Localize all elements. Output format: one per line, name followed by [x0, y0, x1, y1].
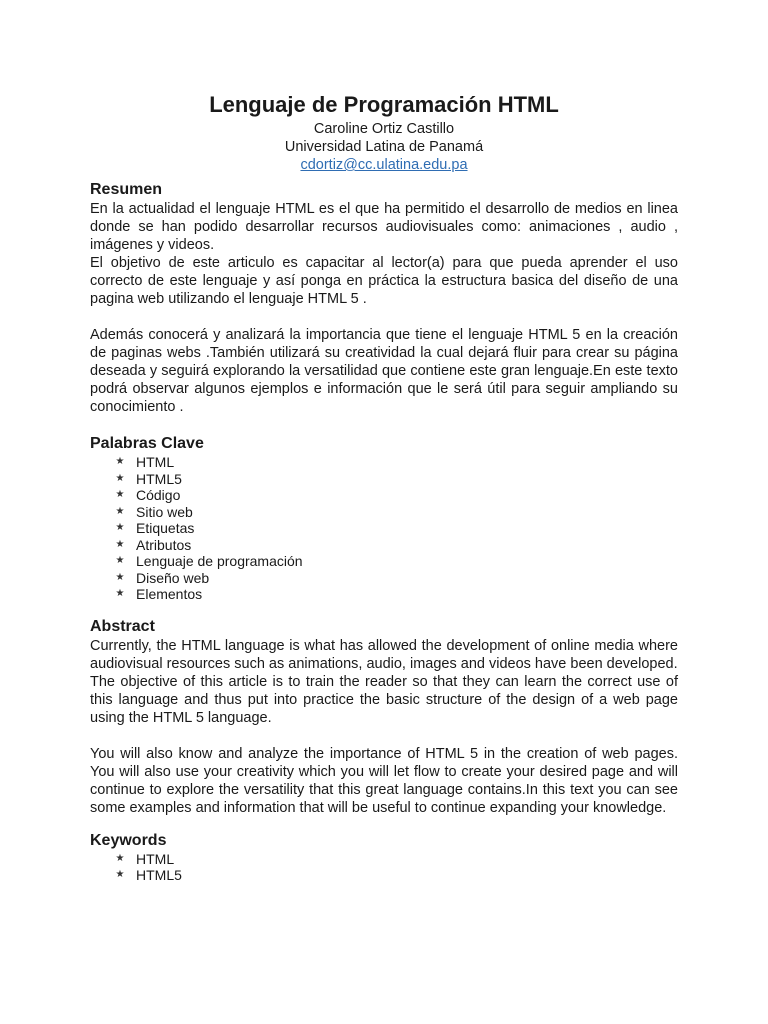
star-bullet-icon: ★: [115, 852, 125, 864]
list-item: ★ Diseño web: [115, 569, 210, 586]
author-email-link[interactable]: cdortiz@cc.ulatina.edu.pa: [300, 157, 468, 173]
resumen-paragraph-3: Además conocerá y analizará la importancia que tiene el lenguaje HTML 5 en la creación de paginas webs .También utilizará su creatividad la cual dejará fluir para crear su página deseada y seguirá explorando la versatilidad que contiene este gran lenguaje.En este texto podrá observar algunos ejemplos e información que le será útil para seguir ampliando su conocimiento .: [90, 327, 678, 415]
list-item: ★ Elementos: [115, 586, 203, 602]
list-item: ★ Etiquetas: [115, 520, 195, 536]
keywords-list: [90, 851, 678, 884]
author-name: Caroline Ortiz Castillo: [313, 121, 455, 137]
star-bullet-icon: ★: [115, 555, 125, 566]
document-page: [90, 90, 678, 884]
list-item: ★ Lenguaje de programación: [115, 553, 303, 569]
list-item: ★ HTML: [115, 850, 175, 867]
star-bullet-icon: ★: [115, 472, 125, 484]
list-item: ★ HTML5: [115, 470, 182, 487]
abstract-paragraph-3: You will also know and analyze the importance of HTML 5 in the creation of web pages. You will also use your creativity which you will let flow to create your desired page and will continue to explore the versatility that this great language contains.In this text you can see some examples and information that will be useful to continue expanding your knowledge.: [90, 745, 678, 816]
institution-name: Universidad Latina de Panamá: [284, 139, 484, 155]
list-item: ★ Atributos: [115, 536, 192, 553]
list-item: ★ HTML: [115, 454, 175, 470]
palabras-clave-heading: Palabras Clave: [90, 435, 204, 452]
abstract-paragraph-1: Currently, the HTML language is what has allowed the development of online media where audiovisual resources such as animations, audio, images and videos have been developed.: [90, 637, 678, 672]
palabras-clave-list: [90, 454, 678, 603]
star-bullet-icon: ★: [115, 588, 125, 599]
star-bullet-icon: ★: [115, 505, 125, 517]
star-bullet-icon: ★: [115, 456, 125, 467]
abstract-paragraph-2: The objective of this article is to train the reader so that they can learn the correct use of this language and thus put into practice the basic structure of the design of a web page using the HTML 5 language.: [90, 673, 678, 726]
document-title: Lenguaje de Programación HTML: [209, 92, 559, 117]
list-item: ★ HTML5: [115, 867, 182, 883]
star-bullet-icon: ★: [115, 571, 125, 583]
list-item: ★ Código: [115, 487, 181, 503]
star-bullet-icon: ★: [115, 489, 125, 500]
resumen-paragraph-2: El objetivo de este articulo es capacitar al lector(a) para que pueda aprender el uso correcto de este lenguaje y así ponga en práctica la estructura basica del diseño de una pagina web utilizando el lenguaje HTML 5 .: [90, 255, 678, 307]
email-line: [90, 156, 678, 174]
resumen-paragraph-1: En la actualidad el lenguaje HTML es el que ha permitido el desarrollo de medios en linea donde se han podido desarrollar recursos audiovisuales como: animaciones , audio , imágenes y videos.: [90, 201, 678, 253]
star-bullet-icon: ★: [115, 869, 125, 880]
star-bullet-icon: ★: [115, 522, 125, 533]
star-bullet-icon: ★: [115, 538, 125, 550]
list-item: ★ Sitio web: [115, 503, 193, 520]
keywords-heading: Keywords: [90, 831, 167, 849]
abstract-heading: Abstract: [90, 617, 155, 635]
resumen-heading: Resumen: [90, 181, 163, 198]
